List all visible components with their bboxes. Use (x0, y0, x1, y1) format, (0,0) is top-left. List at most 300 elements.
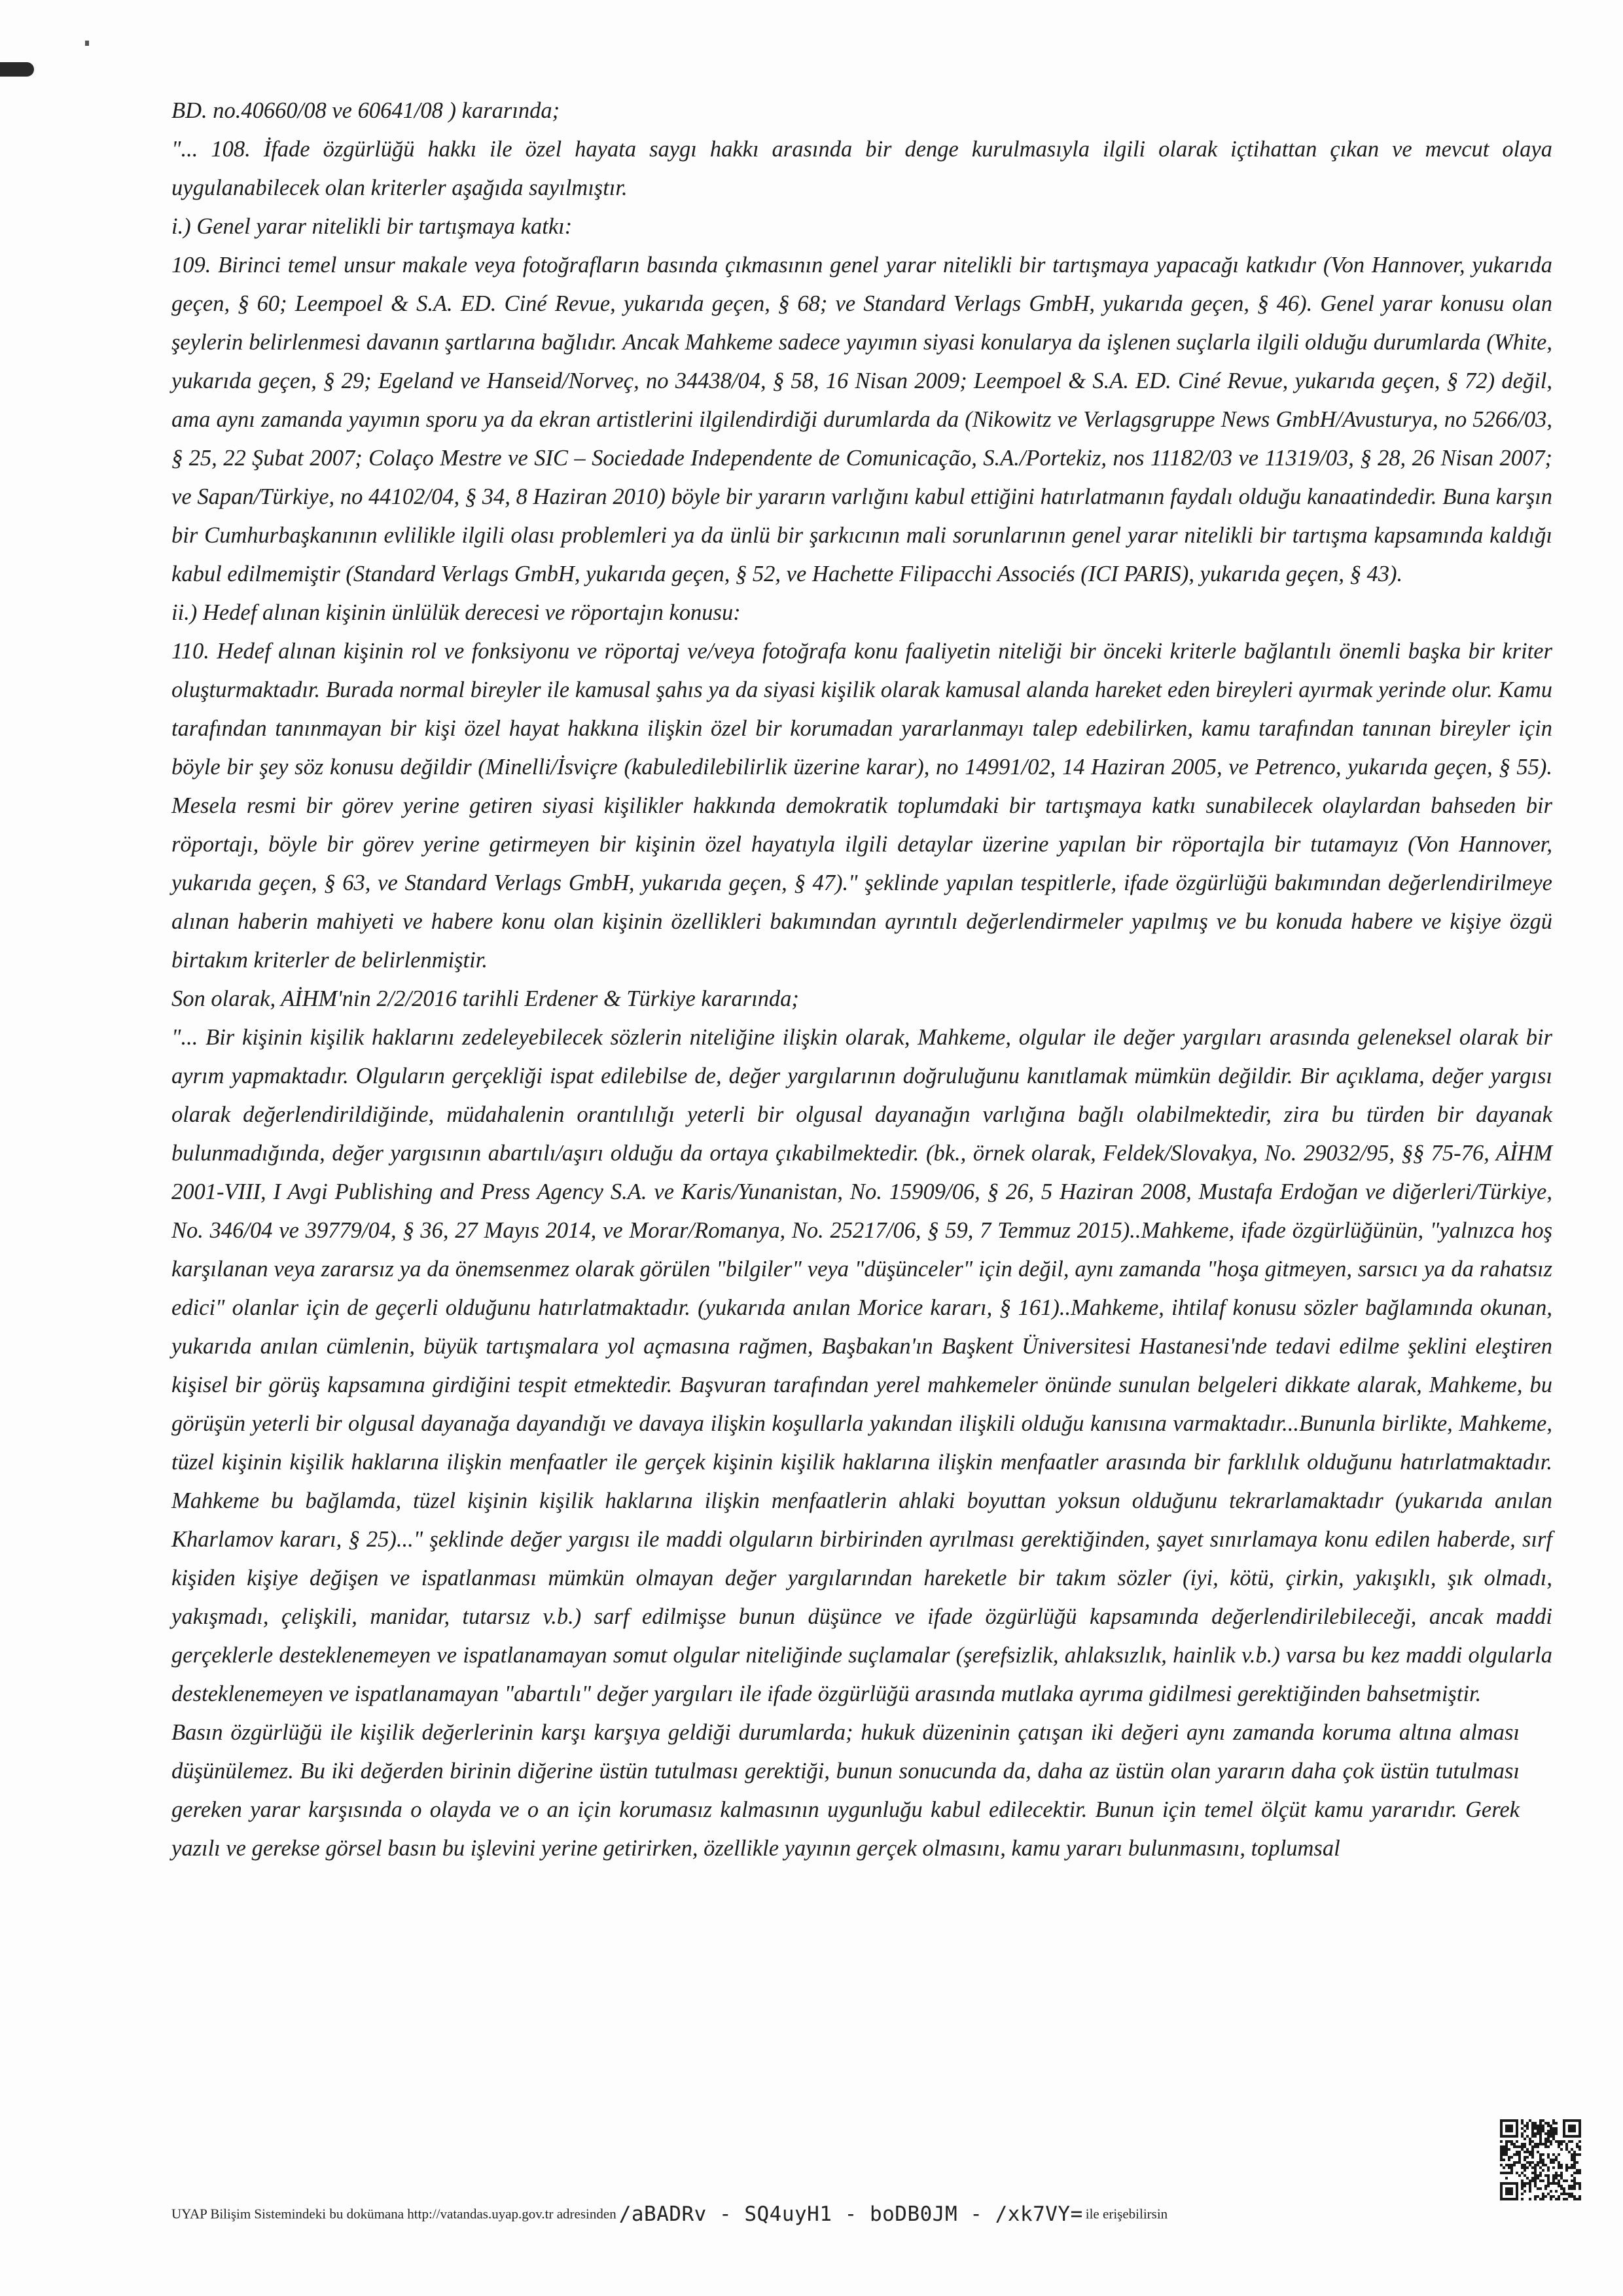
qr-module (1547, 2145, 1550, 2148)
qr-module (1521, 2172, 1524, 2174)
qr-module (1531, 2135, 1534, 2138)
qr-module (1573, 2159, 1576, 2161)
qr-module (1571, 2179, 1573, 2182)
qr-module (1503, 2198, 1505, 2200)
qr-module (1560, 2177, 1563, 2179)
qr-module (1558, 2145, 1560, 2148)
qr-module (1537, 2174, 1539, 2177)
qr-module (1563, 2135, 1565, 2138)
qr-module (1500, 2172, 1503, 2174)
qr-module (1558, 2185, 1560, 2187)
qr-module (1576, 2145, 1578, 2148)
qr-module (1578, 2132, 1581, 2135)
qr-module (1573, 2164, 1576, 2166)
qr-module (1576, 2169, 1578, 2172)
qr-module (1565, 2135, 1568, 2138)
qr-module (1505, 2140, 1508, 2143)
qr-module (1518, 2151, 1521, 2153)
qr-module (1552, 2159, 1555, 2161)
qr-module (1531, 2161, 1534, 2164)
qr-module (1500, 2119, 1503, 2122)
qr-module (1555, 2172, 1558, 2174)
qr-module (1552, 2127, 1555, 2130)
qr-module (1568, 2193, 1571, 2195)
qr-module (1521, 2185, 1524, 2187)
qr-module (1516, 2161, 1518, 2164)
qr-module (1573, 2179, 1576, 2182)
qr-module (1563, 2198, 1565, 2200)
qr-module (1531, 2177, 1534, 2179)
qr-module (1544, 2185, 1547, 2187)
qr-module (1537, 2125, 1539, 2127)
qr-module (1510, 2127, 1513, 2130)
qr-module (1518, 2153, 1521, 2156)
qr-module (1508, 2166, 1510, 2169)
qr-module (1547, 2177, 1550, 2179)
qr-module (1526, 2135, 1529, 2138)
qr-module (1521, 2145, 1524, 2148)
qr-module (1510, 2156, 1513, 2159)
qr-module (1539, 2166, 1542, 2169)
qr-module (1555, 2132, 1558, 2135)
qr-module (1563, 2122, 1565, 2125)
qr-module (1573, 2161, 1576, 2164)
qr-module (1576, 2161, 1578, 2164)
qr-module (1563, 2125, 1565, 2127)
qr-module (1563, 2127, 1565, 2130)
qr-module (1558, 2140, 1560, 2143)
qr-module (1508, 2182, 1510, 2185)
qr-module (1500, 2195, 1503, 2198)
qr-module (1505, 2193, 1508, 2195)
qr-module (1529, 2138, 1531, 2140)
qr-module (1516, 2187, 1518, 2190)
qr-module (1565, 2148, 1568, 2151)
qr-module (1513, 2145, 1516, 2148)
qr-module (1578, 2145, 1581, 2148)
qr-module (1505, 2151, 1508, 2153)
qr-module (1516, 2193, 1518, 2195)
qr-module (1578, 2130, 1581, 2132)
qr-module (1568, 2166, 1571, 2169)
qr-module (1578, 2169, 1581, 2172)
qr-module (1500, 2164, 1503, 2166)
qr-module (1505, 2198, 1508, 2200)
qr-module (1529, 2143, 1531, 2145)
qr-module (1508, 2198, 1510, 2200)
qr-module (1534, 2195, 1537, 2198)
qr-module (1531, 2145, 1534, 2148)
qr-module (1503, 2145, 1505, 2148)
qr-module (1539, 2143, 1542, 2145)
qr-module (1571, 2164, 1573, 2166)
qr-module (1518, 2159, 1521, 2161)
qr-module (1544, 2138, 1547, 2140)
qr-module (1578, 2182, 1581, 2185)
qr-module (1500, 2159, 1503, 2161)
qr-module (1547, 2132, 1550, 2135)
qr-module (1558, 2179, 1560, 2182)
qr-module (1505, 2125, 1508, 2127)
qr-module (1524, 2151, 1526, 2153)
qr-module (1524, 2159, 1526, 2161)
qr-module (1576, 2153, 1578, 2156)
qr-module (1552, 2122, 1555, 2125)
qr-module (1560, 2166, 1563, 2169)
qr-module (1516, 2172, 1518, 2174)
qr-module (1524, 2143, 1526, 2145)
qr-module (1573, 2153, 1576, 2156)
qr-module (1571, 2185, 1573, 2187)
qr-module (1552, 2182, 1555, 2185)
footer-verification-code: /aBADRv - SQ4uyH1 - boDB0JM - /xk7VY= (618, 2202, 1083, 2226)
qr-module (1516, 2198, 1518, 2200)
qr-module (1568, 2125, 1571, 2127)
qr-module (1576, 2143, 1578, 2145)
qr-module (1563, 2179, 1565, 2182)
qr-module (1531, 2125, 1534, 2127)
qr-module (1510, 2172, 1513, 2174)
qr-module (1555, 2130, 1558, 2132)
qr-module (1531, 2153, 1534, 2156)
qr-module (1505, 2143, 1508, 2145)
qr-module (1542, 2130, 1544, 2132)
qr-module (1544, 2140, 1547, 2143)
qr-module (1510, 2140, 1513, 2143)
qr-module (1571, 2187, 1573, 2190)
qr-module (1555, 2174, 1558, 2177)
qr-module (1505, 2172, 1508, 2174)
qr-module (1571, 2153, 1573, 2156)
qr-module (1547, 2140, 1550, 2143)
qr-module (1516, 2132, 1518, 2135)
qr-module (1500, 2132, 1503, 2135)
heading-notoriety: ii.) Hedef alınan kişinin ünlülük derecesi ve röportajın konusu: (171, 600, 741, 625)
qr-module (1565, 2143, 1568, 2145)
qr-module (1547, 2193, 1550, 2195)
qr-module (1578, 2148, 1581, 2151)
qr-module (1555, 2156, 1558, 2159)
qr-module (1547, 2179, 1550, 2182)
qr-module (1500, 2127, 1503, 2130)
qr-module (1534, 2164, 1537, 2166)
qr-module (1563, 2132, 1565, 2135)
qr-module (1534, 2127, 1537, 2130)
qr-module (1524, 2169, 1526, 2172)
qr-module (1537, 2161, 1539, 2164)
qr-module (1526, 2156, 1529, 2159)
qr-module (1534, 2179, 1537, 2182)
paragraph-press-freedom: Basın özgürlüğü ile kişilik değerlerinin karşı karşıya geldiği durumlarda; hukuk düzeninin çatışan iki değeri aynı zamanda koruma altına alması düşünülemez. Bu iki değerden birinin diğerine üstün tutulması gerektiği, bunun sonucunda da, daha az üstün olan yararın daha çok üstün tutulması gereken yarar karşısında o olayda ve o an için korumasız kalmasının uygunluğu kabul edilecektir. Bunun için temel ölçüt kamu yararıdır. Gerek yazılı ve gerekse görsel basın bu işlevini yerine getirirken, özellikle yayının gerçek olmasını, kamu yararı bulunmasını, toplumsal (171, 1720, 1520, 1861)
qr-module (1539, 2122, 1542, 2125)
qr-module (1534, 2172, 1537, 2174)
qr-module (1505, 2182, 1508, 2185)
qr-module (1500, 2185, 1503, 2187)
qr-module (1563, 2193, 1565, 2195)
qr-module (1576, 2119, 1578, 2122)
qr-module (1571, 2135, 1573, 2138)
qr-module (1521, 2193, 1524, 2195)
qr-module (1576, 2198, 1578, 2200)
qr-module (1542, 2159, 1544, 2161)
qr-module (1524, 2156, 1526, 2159)
qr-module (1544, 2132, 1547, 2135)
qr-module (1510, 2193, 1513, 2195)
qr-module (1555, 2177, 1558, 2179)
qr-module (1563, 2187, 1565, 2190)
qr-module (1537, 2132, 1539, 2135)
qr-module (1552, 2132, 1555, 2135)
qr-module (1550, 2130, 1552, 2132)
qr-module (1555, 2122, 1558, 2125)
qr-module (1518, 2156, 1521, 2159)
qr-module (1542, 2125, 1544, 2127)
qr-module (1537, 2127, 1539, 2130)
qr-module (1573, 2125, 1576, 2127)
qr-module (1547, 2185, 1550, 2187)
qr-module (1576, 2135, 1578, 2138)
qr-module (1534, 2169, 1537, 2172)
qr-module (1534, 2166, 1537, 2169)
qr-module (1560, 2164, 1563, 2166)
qr-module (1555, 2190, 1558, 2193)
qr-module (1518, 2145, 1521, 2148)
qr-module (1544, 2164, 1547, 2166)
qr-module (1544, 2195, 1547, 2198)
qr-module (1508, 2135, 1510, 2138)
qr-module (1513, 2135, 1516, 2138)
qr-module (1560, 2185, 1563, 2187)
qr-module (1558, 2161, 1560, 2164)
qr-module (1578, 2125, 1581, 2127)
qr-module (1516, 2182, 1518, 2185)
qr-module (1558, 2164, 1560, 2166)
qr-module (1568, 2127, 1571, 2130)
qr-module (1573, 2172, 1576, 2174)
qr-module (1560, 2193, 1563, 2195)
qr-module (1542, 2195, 1544, 2198)
qr-module (1539, 2161, 1542, 2164)
paragraph-case-reference: BD. no.40660/08 ve 60641/08 ) kararında; (171, 98, 560, 123)
qr-module (1539, 2127, 1542, 2130)
qr-module (1508, 2190, 1510, 2193)
qr-module (1508, 2156, 1510, 2159)
qr-module (1539, 2198, 1542, 2200)
qr-module (1524, 2130, 1526, 2132)
qr-module (1505, 2153, 1508, 2156)
qr-module (1531, 2132, 1534, 2135)
qr-module (1500, 2151, 1503, 2153)
qr-module (1500, 2125, 1503, 2127)
qr-module (1524, 2164, 1526, 2166)
qr-module (1516, 2135, 1518, 2138)
qr-module (1560, 2143, 1563, 2145)
qr-module (1508, 2119, 1510, 2122)
qr-module (1531, 2151, 1534, 2153)
qr-module (1558, 2153, 1560, 2156)
qr-module (1550, 2135, 1552, 2138)
qr-module (1550, 2190, 1552, 2193)
qr-module (1542, 2127, 1544, 2130)
qr-module (1539, 2125, 1542, 2127)
qr-module (1571, 2127, 1573, 2130)
qr-module (1529, 2198, 1531, 2200)
qr-module (1568, 2185, 1571, 2187)
qr-module (1505, 2148, 1508, 2151)
qr-module (1529, 2190, 1531, 2193)
qr-module (1558, 2166, 1560, 2169)
qr-module (1552, 2119, 1555, 2122)
qr-module (1558, 2195, 1560, 2198)
qr-module (1573, 2127, 1576, 2130)
qr-module (1521, 2127, 1524, 2130)
qr-module (1524, 2145, 1526, 2148)
qr-module (1552, 2135, 1555, 2138)
qr-module (1503, 2166, 1505, 2169)
qr-module (1503, 2153, 1505, 2156)
qr-module (1510, 2187, 1513, 2190)
qr-module (1547, 2182, 1550, 2185)
qr-module (1500, 2122, 1503, 2125)
qr-module (1539, 2187, 1542, 2190)
qr-module (1542, 2179, 1544, 2182)
qr-module (1558, 2198, 1560, 2200)
qr-module (1510, 2119, 1513, 2122)
qr-module (1524, 2182, 1526, 2185)
qr-module (1529, 2153, 1531, 2156)
qr-module (1513, 2143, 1516, 2145)
qr-module (1510, 2130, 1513, 2132)
footer-access-text: ile erişebilirsin (1085, 2206, 1168, 2222)
qr-module (1516, 2140, 1518, 2143)
qr-module (1529, 2185, 1531, 2187)
qr-module (1571, 2130, 1573, 2132)
qr-module (1555, 2159, 1558, 2161)
qr-module (1526, 2125, 1529, 2127)
qr-module (1560, 2172, 1563, 2174)
qr-module (1516, 2153, 1518, 2156)
qr-module (1539, 2135, 1542, 2138)
qr-module (1534, 2182, 1537, 2185)
qr-module (1539, 2130, 1542, 2132)
qr-module (1516, 2145, 1518, 2148)
qr-module (1552, 2177, 1555, 2179)
qr-module (1521, 2182, 1524, 2185)
qr-module (1547, 2135, 1550, 2138)
qr-module (1508, 2164, 1510, 2166)
qr-module (1531, 2179, 1534, 2182)
qr-module (1516, 2127, 1518, 2130)
qr-module (1550, 2140, 1552, 2143)
qr-module (1537, 2145, 1539, 2148)
qr-module (1571, 2195, 1573, 2198)
qr-module (1516, 2122, 1518, 2125)
qr-module (1505, 2127, 1508, 2130)
qr-module (1537, 2151, 1539, 2153)
qr-module (1539, 2179, 1542, 2182)
qr-module (1552, 2130, 1555, 2132)
scan-speck (85, 41, 89, 46)
qr-module (1578, 2172, 1581, 2174)
qr-module (1500, 2135, 1503, 2138)
qr-module (1547, 2169, 1550, 2172)
qr-module (1571, 2174, 1573, 2177)
qr-module (1576, 2182, 1578, 2185)
qr-module (1510, 2190, 1513, 2193)
qr-module (1558, 2182, 1560, 2185)
qr-module (1500, 2182, 1503, 2185)
qr-module (1573, 2130, 1576, 2132)
qr-module (1573, 2198, 1576, 2200)
qr-module (1521, 2148, 1524, 2151)
qr-module (1508, 2140, 1510, 2143)
qr-module (1555, 2182, 1558, 2185)
qr-module (1539, 2138, 1542, 2140)
qr-module (1513, 2164, 1516, 2166)
qr-module (1526, 2127, 1529, 2130)
qr-module (1526, 2148, 1529, 2151)
qr-module (1510, 2198, 1513, 2200)
qr-module (1503, 2151, 1505, 2153)
qr-module (1571, 2193, 1573, 2195)
qr-module (1500, 2148, 1503, 2151)
qr-module (1531, 2148, 1534, 2151)
qr-module (1537, 2143, 1539, 2145)
qr-module (1529, 2179, 1531, 2182)
qr-module (1505, 2145, 1508, 2148)
qr-module (1510, 2182, 1513, 2185)
qr-module (1550, 2143, 1552, 2145)
qr-module (1521, 2122, 1524, 2125)
qr-module (1573, 2135, 1576, 2138)
qr-module (1537, 2195, 1539, 2198)
qr-module (1534, 2135, 1537, 2138)
qr-module (1524, 2174, 1526, 2177)
qr-module (1542, 2161, 1544, 2164)
paragraph-erdener-quote: "... Bir kişinin kişilik haklarını zedeleyebilecek sözlerin niteliğine ilişkin olarak, Mahkeme, olgular ile değer yargıları arasında geleneksel olarak bir ayrım yapmaktadır. Olguların gerçekliği ispat edilebilse de, değer yargılarının doğruluğunu kanıtlamak mümkün değildir. Bir açıklama, değer yargısı olarak değerlendirildiğinde, müdahalenin orantılılığı yeterli bir olgusal dayanağın varlığına bağlı olabilmektedir, zira bu türden bir dayanak bulunmadığında, değer yargısının abartılı/aşırı olduğu da ortaya çıkabilmektedir. (bk., örnek olarak, Feldek/Slovakya, No. 29032/95, §§ 75-76, AİHM 2001-VIII, I Avgi Publishing and Press Agency S.A. ve Karis/Yunanistan, No. 15909/06, § 26, 5 Haziran 2008, Mustafa Erdoğan ve diğerleri/Türkiye, No. 346/04 ve 39779/04, § 36, 27 Mayıs 2014, ve Morar/Romanya, No. 25217/06, § 59, 7 Temmuz 2015)..Mahkeme, ifade özgürlüğünün, "yalnızca hoş karşılanan veya zararsız ya da önemsenmez olarak görülen "bilgiler" veya "düşünceler" için değil, aynı zamanda "hoşa gitmeyen, sarsıcı ya da rahatsız edici" olanlar için de geçerli olduğunu hatırlatmaktadır. (yukarıda anılan Morice kararı, § 161)..Mahkeme, ihtilaf konusu sözler bağlamında okunan, yukarıda anılan cümlenin, büyük tartışmalara yol açmasına rağmen, Başbakan'ın Başkent Üniversitesi Hastanesi'nde tedavi edilme şeklini eleştiren kişisel bir görüş kapsamına girdiğini tespit etmektedir. Başvuran tarafından yerel mahkemeler önünde sunulan belgeleri dikkate alarak, Mahkeme, bu görüşün yeterli bir olgusal dayanağa dayandığı ve davaya ilişkin koşullarla yakından ilişkili olduğu kanısına varmaktadır...Bununla birlikte, Mahkeme, tüzel kişinin kişilik haklarına ilişkin menfaatler ile gerçek kişinin kişilik haklarına ilişkin menfaatler arasında bir farklılık olduğunu hatırlatmaktadır. Mahkeme bu bağlamda, tüzel kişinin kişilik haklarına ilişkin menfaatlerin ahlaki boyuttan yoksun olduğunu tekrarlamaktadır (yukarıda anılan Kharlamov kararı, § 25)..." şeklinde değer yargısı ile maddi olguların birbirinden ayrılması gerektiğinden, şayet sınırlamaya konu edilen haberde, sırf kişiden kişiye değişen ve ispatlanması mümkün olmayan değer yargılarından hareketle bir takım sözler (iyi, kötü, çirkin, yakışıklı, şık olmadı, yakışmadı, çelişkili, manidar, tutarsız v.b.) sarf edilmişse bunun düşünce ve ifade özgürlüğü kapsamında değerlendirilebileceği, ancak maddi gerçeklerle desteklenemeyen ve ispatlanamayan somut olgular niteliğinde suçlamalar (şerefsizlik, ahlaksızlık, hainlik v.b.) varsa bu kez maddi olgularla desteklenemeyen ve ispatlanamayan "abartılı" değer yargıları ile ifade özgürlüğü arasında mutlaka ayrıma gidilmesi gerektiğinden bahsetmiştir. (171, 1025, 1552, 1706)
qr-module (1555, 2198, 1558, 2200)
qr-module (1503, 2182, 1505, 2185)
qr-module (1524, 2125, 1526, 2127)
qr-module (1500, 2130, 1503, 2132)
paragraph-108: "... 108. İfade özgürlüğü hakkı ile özel hayata saygı hakkı arasında bir denge kurulmasıyla ilgili olarak içtihattan çıkan ve mevcut olaya uygulanabilecek olan kriterler aşağıda sayılmıştır. (171, 137, 1552, 200)
qr-module (1558, 2174, 1560, 2177)
qr-module (1531, 2166, 1534, 2169)
qr-module (1547, 2138, 1550, 2140)
qr-module (1578, 2127, 1581, 2130)
qr-module (1578, 2195, 1581, 2198)
qr-module (1516, 2195, 1518, 2198)
qr-module (1500, 2140, 1503, 2143)
qr-module (1521, 2187, 1524, 2190)
qr-module (1552, 2179, 1555, 2182)
qr-module (1547, 2130, 1550, 2132)
qr-module (1565, 2193, 1568, 2195)
qr-module (1531, 2172, 1534, 2174)
qr-module (1513, 2119, 1516, 2122)
qr-module (1568, 2135, 1571, 2138)
qr-module (1531, 2130, 1534, 2132)
qr-module (1571, 2166, 1573, 2169)
qr-module (1513, 2153, 1516, 2156)
qr-module (1573, 2177, 1576, 2179)
qr-module (1578, 2198, 1581, 2200)
qr-module (1544, 2174, 1547, 2177)
qr-module (1500, 2156, 1503, 2159)
qr-module (1534, 2143, 1537, 2145)
qr-code (1500, 2119, 1581, 2200)
qr-module (1542, 2143, 1544, 2145)
